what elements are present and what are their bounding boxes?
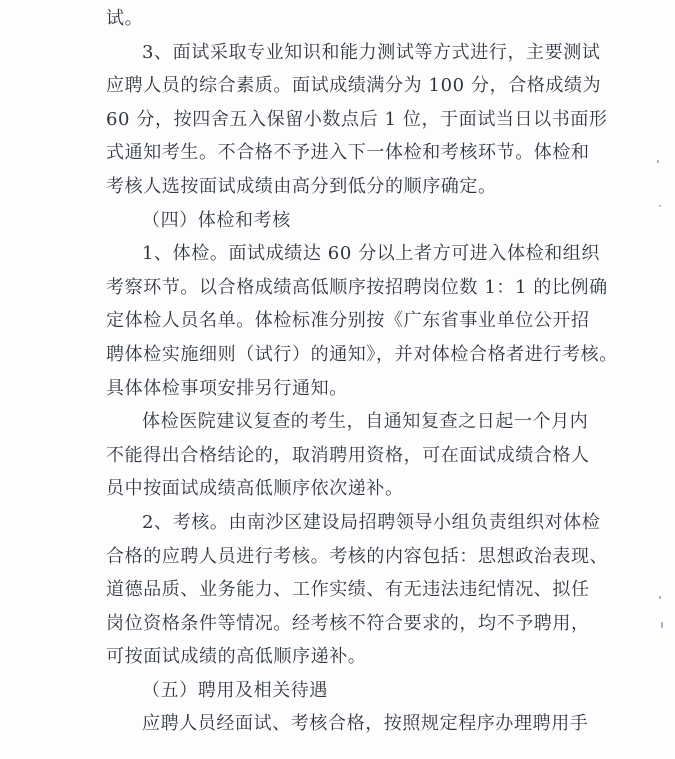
text-line: 2、考核。由南沙区建设局招聘领导小组负责组织对体检 [142, 511, 601, 533]
text-line: 3、面试采取专业知识和能力测试等方式进行，主要测试 [142, 41, 601, 63]
text-line: 员中按面试成绩高低顺序依次递补。 [106, 478, 404, 500]
text-line: 岗位资格条件等情况。经考核不符合要求的，均不予聘用， [106, 612, 590, 634]
text-line: 道德品质、业务能力、工作实绩、有无违法违纪情况、拟任 [106, 579, 590, 601]
scan-mark [661, 622, 663, 628]
text-line: 合格的应聘人员进行考核。考核的内容包括：思想政治表现、 [106, 545, 609, 567]
scan-mark [659, 205, 661, 207]
text-line: 式通知考生。不合格不予进入下一体检和考核环节。体检和 [106, 142, 590, 164]
text-line: 应聘人员的综合素质。面试成绩满分为 100 分，合格成绩为 [106, 75, 602, 97]
text-line: 考察环节。以合格成绩高低顺序按招聘岗位数 1：1 的比例确 [106, 276, 608, 298]
document-body [106, 2, 618, 741]
text-line: 体检医院建议复查的考生，自通知复查之日起一个月内 [142, 411, 589, 433]
text-line: 可按面试成绩的高低顺序递补。 [106, 646, 367, 668]
text-line: 定体检人员名单。体检标准分别按《广东省事业单位公开招 [106, 310, 590, 332]
scan-mark [659, 596, 661, 599]
text-line: 聘体检实施细则（试行）的通知》，并对体检合格者进行考核。 [106, 343, 618, 365]
text-line: 考核人选按面试成绩由高分到低分的顺序确定。 [106, 175, 497, 197]
text-line: 应聘人员经面试、考核合格，按照规定程序办理聘用手 [142, 713, 589, 735]
text-line: 不能得出合格结论的，取消聘用资格，可在面试成绩合格人 [106, 444, 590, 466]
text-line: 1、体检。面试成绩达 60 分以上者方可进入体检和组织 [142, 243, 600, 265]
section-heading: （四）体检和考核 [142, 209, 291, 231]
text-line: 具体体检事项安排另行通知。 [106, 377, 348, 399]
scan-mark [657, 160, 659, 163]
section-heading: （五）聘用及相关待遇 [142, 679, 328, 701]
text-line: 试。 [106, 8, 144, 29]
text-line: 60 分，按四舍五入保留小数点后 1 位，于面试当日以书面形 [106, 108, 608, 130]
